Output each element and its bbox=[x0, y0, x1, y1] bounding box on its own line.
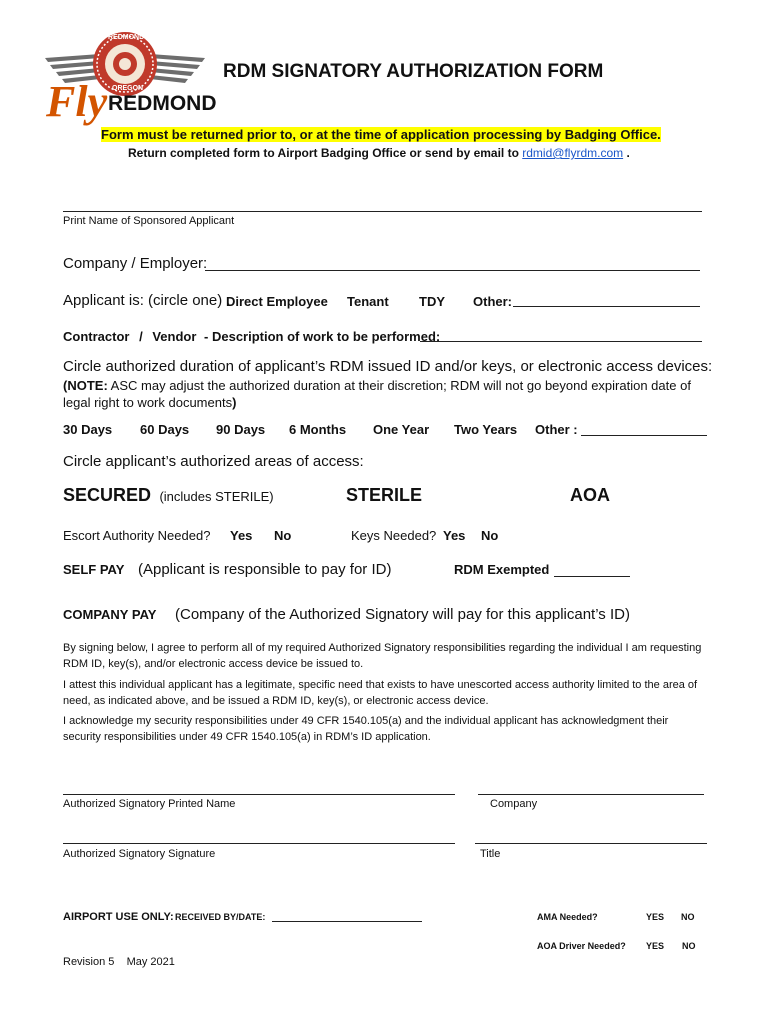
duration-two-years[interactable]: Two Years bbox=[454, 422, 518, 437]
contractor-option[interactable]: Contractor bbox=[63, 329, 130, 344]
print-name-label: Print Name of Sponsored Applicant bbox=[63, 215, 235, 227]
secured-note: (includes STERILE) bbox=[159, 489, 274, 504]
company-line[interactable] bbox=[205, 270, 700, 271]
ama-no[interactable]: NO bbox=[681, 912, 695, 922]
duration-6-months[interactable]: 6 Months bbox=[289, 422, 347, 437]
attestation-p2: I attest this individual applicant has a legitimate, specific need that exists to have unescorted access authority limited to the area of need, as indicated above, and be issued a RDM ID, key(s), or electronic access device. bbox=[63, 679, 698, 707]
duration-60-days[interactable]: 60 Days bbox=[140, 422, 190, 437]
keys-label: Keys Needed? bbox=[351, 528, 437, 543]
seal-text-top: REDMOND bbox=[108, 34, 145, 41]
airport-use-label: AIRPORT USE ONLY: bbox=[63, 911, 174, 923]
slash: / bbox=[139, 329, 143, 344]
note-text: ASC may adjust the authorized duration at their discretion; RDM will not go beyond expiration date of bbox=[107, 378, 691, 393]
seal-text-bottom: OREGON bbox=[112, 85, 144, 92]
duration-heading: Circle authorized duration of applicant’s RDM issued ID and/or keys, or electronic access devices: bbox=[63, 358, 713, 375]
rdm-exempted-line[interactable] bbox=[554, 576, 630, 577]
other-line[interactable] bbox=[513, 306, 700, 307]
printed-name-label: Authorized Signatory Printed Name bbox=[63, 798, 236, 810]
secured-label: SECURED bbox=[63, 485, 152, 505]
applicant-is-label bbox=[63, 292, 231, 309]
attestation-p3: I acknowledge my security responsibilities under 49 CFR 1540.105(a) and the individual applicant has acknowledgment their security responsibilities under 49 CFR 1540.105(a) in RDM’s ID application. bbox=[63, 715, 669, 743]
notice-text: Form must be returned prior to, or at the time of application processing by Badging Office. bbox=[101, 127, 661, 142]
applicant-is-text: Applicant is: (circle one) : bbox=[63, 292, 231, 309]
applicant-name-line[interactable] bbox=[63, 211, 702, 212]
company-sign-label: Company bbox=[490, 798, 538, 810]
description-line[interactable] bbox=[420, 341, 702, 342]
flyredmond-logo bbox=[40, 28, 217, 128]
duration-one-year[interactable]: One Year bbox=[373, 422, 430, 437]
note-bold: (NOTE: bbox=[63, 378, 108, 393]
type-direct-employee[interactable]: Direct Employee bbox=[226, 294, 328, 309]
aoa-driver-label: AOA Driver Needed? bbox=[537, 941, 626, 951]
return-notice bbox=[101, 127, 661, 142]
contractor-row bbox=[63, 329, 440, 344]
keys-no[interactable]: No bbox=[481, 528, 499, 543]
duration-other[interactable]: Other : bbox=[535, 422, 578, 437]
duration-note bbox=[63, 378, 691, 393]
area-sterile[interactable]: STERILE bbox=[346, 485, 423, 505]
return-end: . bbox=[626, 146, 630, 160]
company-pay-note: (Company of the Authorized Signatory will pay for this applicant’s ID) bbox=[175, 606, 630, 623]
duration-other-line[interactable] bbox=[581, 435, 707, 436]
email-link[interactable]: rdmid@flyrdm.com bbox=[522, 146, 624, 160]
description-label: - Description of work to be performed: bbox=[204, 329, 441, 344]
note-close: ) bbox=[232, 395, 237, 410]
duration-30-days[interactable]: 30 Days bbox=[63, 422, 113, 437]
escort-yes[interactable]: Yes bbox=[230, 528, 253, 543]
received-by-label: RECEIVED BY/DATE: bbox=[175, 912, 266, 922]
return-instructions bbox=[128, 146, 630, 160]
printed-name-line[interactable] bbox=[63, 794, 455, 795]
company-label: Company / Employer: bbox=[63, 255, 208, 272]
title-label: Title bbox=[480, 848, 501, 860]
escort-no[interactable]: No bbox=[274, 528, 292, 543]
logo-redmond: REDMOND bbox=[108, 92, 217, 115]
signature-line[interactable] bbox=[63, 843, 455, 844]
areas-heading: Circle applicant’s authorized areas of access: bbox=[63, 453, 364, 470]
aoa-driver-no[interactable]: NO bbox=[682, 941, 696, 951]
received-by-line[interactable] bbox=[272, 921, 422, 922]
rdm-exempted-option[interactable]: RDM Exempted bbox=[454, 562, 550, 577]
signature-label: Authorized Signatory Signature bbox=[63, 848, 216, 860]
ama-needed-label: AMA Needed? bbox=[537, 912, 598, 922]
return-text: Return completed form to Airport Badging Office or send by email to bbox=[128, 146, 519, 160]
duration-note-line2 bbox=[63, 395, 236, 410]
escort-label: Escort Authority Needed? bbox=[63, 528, 211, 543]
area-secured[interactable] bbox=[63, 485, 274, 506]
self-pay-option[interactable]: SELF PAY bbox=[63, 562, 125, 577]
company-sign-line[interactable] bbox=[478, 794, 704, 795]
type-other[interactable]: Other: bbox=[473, 294, 512, 309]
logo-fly: Fly bbox=[46, 77, 108, 126]
type-tenant[interactable]: Tenant bbox=[347, 294, 389, 309]
keys-yes[interactable]: Yes bbox=[443, 528, 466, 543]
company-pay-option[interactable]: COMPANY PAY bbox=[63, 607, 157, 622]
note-line2: legal right to work documents bbox=[63, 395, 233, 410]
duration-90-days[interactable]: 90 Days bbox=[216, 422, 266, 437]
aoa-driver-yes[interactable]: YES bbox=[646, 941, 665, 951]
revision-footer: Revision 5 May 2021 bbox=[63, 956, 175, 968]
self-pay-note: (Applicant is responsible to pay for ID) bbox=[138, 561, 392, 578]
title-line[interactable] bbox=[475, 843, 707, 844]
ama-yes[interactable]: YES bbox=[646, 912, 665, 922]
vendor-option[interactable]: Vendor bbox=[152, 329, 197, 344]
form-title: RDM SIGNATORY AUTHORIZATION FORM bbox=[223, 61, 604, 82]
type-tdy[interactable]: TDY bbox=[419, 294, 445, 309]
attestation-p1: By signing below, I agree to perform all of my required Authorized Signatory responsibilities regarding the individual I am requesting RDM ID, key(s), and/or electronic access device be issued to. bbox=[63, 642, 702, 670]
area-aoa[interactable]: AOA bbox=[570, 485, 610, 505]
